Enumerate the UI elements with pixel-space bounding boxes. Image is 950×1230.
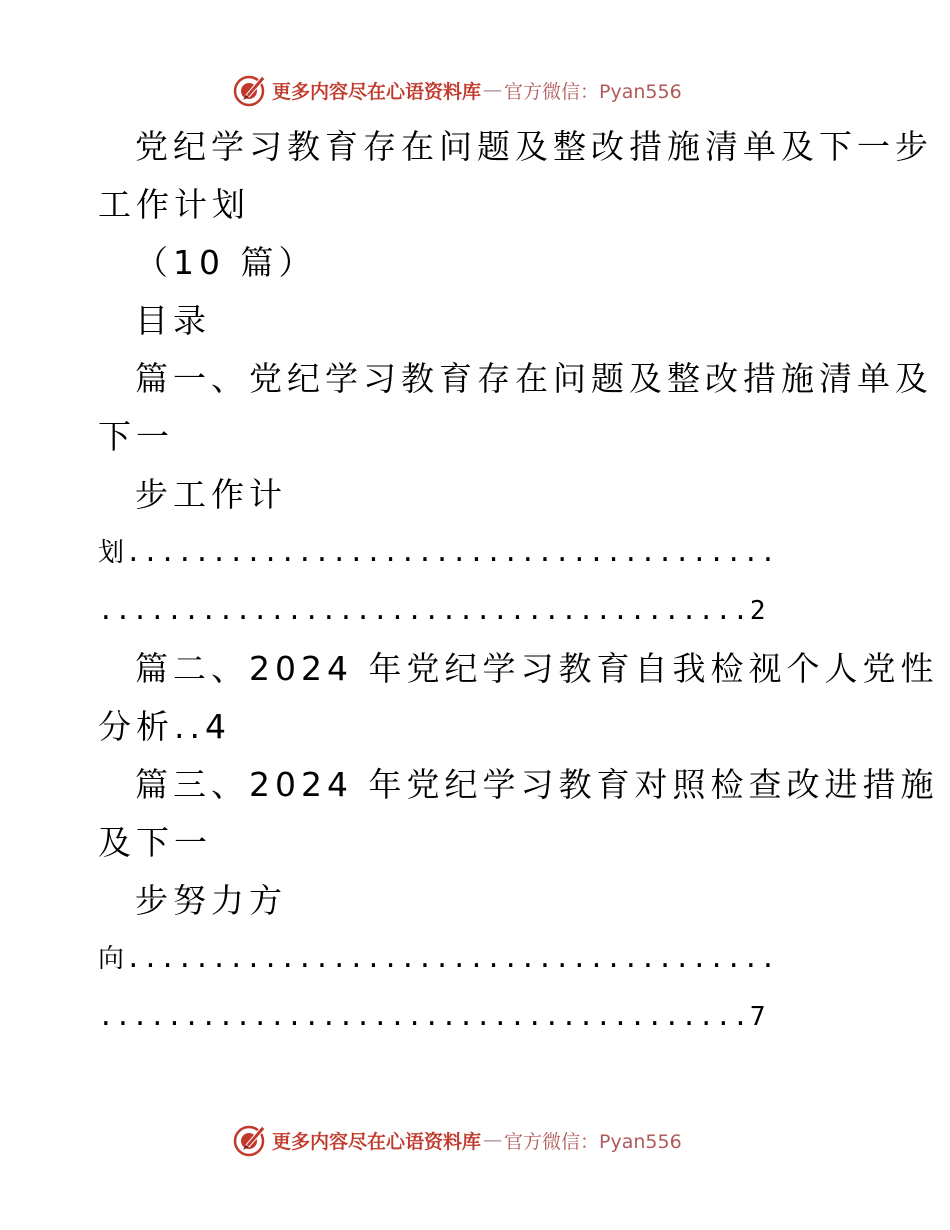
- pen-logo-icon: [232, 1122, 268, 1158]
- document-body: [98, 118, 939, 1046]
- banner-text: 更多内容尽在心语资料库: [272, 80, 482, 103]
- header-watermark: [232, 70, 682, 110]
- document-title-line-1: 党纪学习教育存在问题及整改措施清单及下一步: [135, 127, 933, 166]
- toc-entry-2-line-2[interactable]: 分析..4: [98, 707, 231, 746]
- toc-entry-3-line-4[interactable]: 向......................................: [98, 944, 778, 974]
- pen-logo-icon: [232, 72, 268, 108]
- toc-entry-2-line-1[interactable]: 篇二、2024 年党纪学习教育自我检视个人党性: [135, 649, 939, 688]
- banner-wechat: 官方微信：Pyan556: [504, 80, 682, 103]
- toc-entry-3-line-1[interactable]: 篇三、2024 年党纪学习教育对照检查改进措施: [135, 765, 939, 804]
- document-title-line-2: 工作计划: [98, 185, 250, 224]
- toc-entry-3-line-3[interactable]: 步努力方: [135, 881, 287, 920]
- toc-entry-1-line-5[interactable]: ......................................2: [98, 596, 767, 626]
- banner-separator: —: [483, 79, 503, 101]
- toc-heading: 目录: [135, 301, 211, 340]
- toc-entry-3-line-2[interactable]: 及下一: [98, 823, 212, 862]
- toc-entry-1-line-3[interactable]: 步工作计: [135, 475, 287, 514]
- toc-entry-3-line-5[interactable]: ......................................7: [98, 1002, 767, 1032]
- banner-wechat: 官方微信：Pyan556: [504, 1130, 682, 1153]
- banner-text: 更多内容尽在心语资料库: [272, 1130, 482, 1153]
- document-count: （10 篇）: [135, 243, 317, 282]
- toc-entry-1-line-2[interactable]: 下一: [98, 417, 174, 456]
- banner-separator: —: [483, 1129, 503, 1151]
- toc-entry-1-line-1[interactable]: 篇一、党纪学习教育存在问题及整改措施清单及: [135, 359, 933, 398]
- footer-watermark: [232, 1120, 682, 1160]
- toc-entry-1-line-4[interactable]: 划......................................: [98, 538, 778, 568]
